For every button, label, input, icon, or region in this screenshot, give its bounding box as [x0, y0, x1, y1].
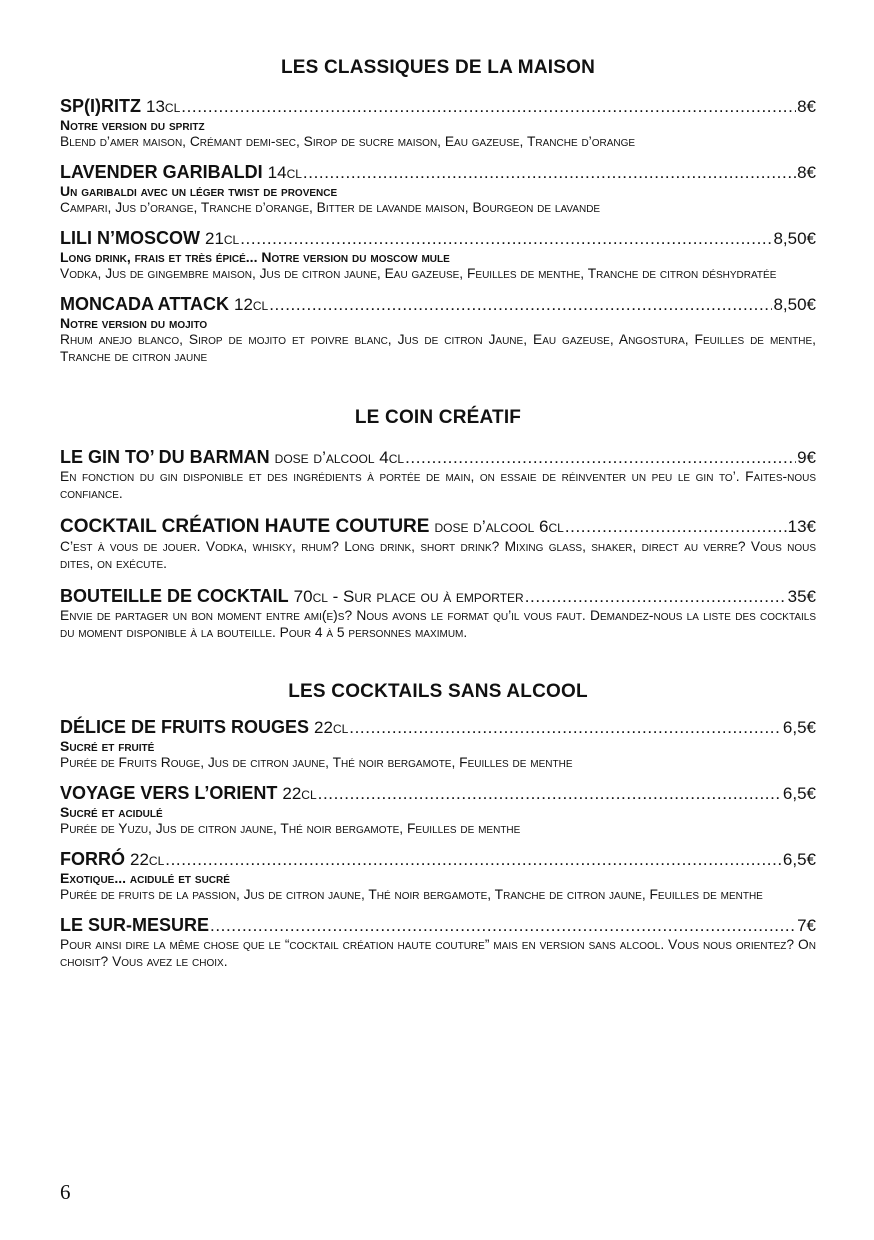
item-price: 8,50€: [773, 229, 816, 248]
item-description: Purée de fruits de la passion, Jus de citron jaune, Thé noir bergamote, Tranche de citron jaune, Feuilles de menthe: [60, 887, 763, 902]
item-tagline: Notre version du mojito: [60, 315, 208, 331]
item-size: 22cl: [314, 718, 349, 737]
item-name: SP(I)RITZ: [60, 96, 141, 116]
item-name: LILI N’MOSCOW: [60, 228, 200, 248]
dot-leader: [318, 784, 782, 804]
item-header: [60, 586, 816, 607]
item-name: MONCADA ATTACK: [60, 294, 229, 314]
item-tagline: Sucré et acidulé: [60, 804, 163, 820]
item-size: dose d’alcool 4cl: [274, 448, 405, 467]
item-size: 13cl: [146, 97, 181, 116]
item-description: En fonction du gin disponible et des ingrédients à portée de main, on essaie de réinventer un peu le gin to’. Faites-nous confiance.: [60, 469, 816, 501]
item-header: [60, 162, 816, 183]
item-price: 8€: [797, 97, 816, 116]
item-name: LE GIN TO’ DU BARMAN: [60, 447, 270, 467]
item-name: VOYAGE VERS L’ORIENT: [60, 783, 278, 803]
dot-leader: [405, 448, 796, 468]
item-name: BOUTEILLE DE COCKTAIL: [60, 586, 289, 606]
item-tagline: Sucré et fruité: [60, 738, 155, 754]
dot-leader: [165, 850, 782, 870]
item-header: [60, 516, 816, 538]
item-size: 22cl: [130, 850, 165, 869]
item-price: 9€: [797, 448, 816, 467]
item-description: Purée de Yuzu, Jus de citron jaune, Thé noir bergamote, Feuilles de menthe: [60, 821, 521, 836]
item-size: 21cl: [204, 229, 240, 248]
section-title-sans-alcool: LES COCKTAILS SANS ALCOOL: [288, 681, 588, 702]
dot-leader: [349, 718, 782, 738]
dot-leader: [240, 229, 772, 249]
menu-item-le-sur-mesure: [60, 915, 816, 970]
item-header: [60, 717, 816, 738]
menu-item-moncada-attack: [60, 294, 816, 365]
item-price: 6,5€: [782, 850, 816, 869]
item-header: [60, 228, 816, 249]
dot-leader: [210, 916, 796, 936]
item-tagline: Exotique... acidulé et sucré: [60, 870, 230, 886]
menu-page: [60, 0, 816, 970]
menu-item-bouteille-de-cocktail: [60, 586, 816, 641]
item-description: Pour ainsi dire la même chose que le “cocktail création haute couture” mais en version sans alcool. Vous nous orientez? On choisit? Vous avez le choix.: [60, 937, 816, 969]
item-header: [60, 96, 816, 117]
item-description: Envie de partager un bon moment entre ami(e)s? Nous avons le format qu’il vous faut. Demandez-nous la liste des cocktails du moment disponible à la bouteille. Pour 4 à 5 personnes maximum.: [60, 608, 816, 640]
item-name: FORRÓ: [60, 849, 125, 869]
item-size: 22cl: [282, 784, 317, 803]
item-description: Rhum anejo blanco, Sirop de mojito et poivre blanc, Jus de citron Jaune, Eau gazeuse, Angostura, Feuilles de menthe, Tranche de citron jaune: [60, 332, 816, 364]
item-header: [60, 915, 816, 936]
item-description: Blend d’amer maison, Crémant demi-sec, Sirop de sucre maison, Eau gazeuse, Tranche d’orange: [60, 134, 636, 149]
dot-leader: [269, 295, 772, 315]
dot-leader: [303, 163, 796, 183]
section-title-classiques: LES CLASSIQUES DE LA MAISON: [280, 57, 595, 78]
menu-item-forro: [60, 849, 816, 903]
item-price: 35€: [787, 587, 816, 606]
item-price: 8€: [797, 163, 816, 182]
item-header: [60, 447, 816, 468]
page-number: 6: [60, 1180, 71, 1204]
menu-item-voyage-vers-lorient: [60, 783, 816, 837]
item-price: 13€: [787, 517, 816, 536]
dot-leader: [565, 517, 787, 537]
item-tagline: Notre version du spritz: [60, 117, 205, 133]
item-header: [60, 849, 816, 870]
menu-item-creation-haute-couture: [60, 516, 816, 572]
section-title-coin-creatif: LE COIN CRÉATIF: [354, 407, 522, 428]
menu-item-lili-nmoscow: [60, 228, 816, 282]
item-size: 14cl: [267, 163, 302, 182]
item-name: LE SUR-MESURE: [60, 915, 210, 935]
dot-leader: [181, 97, 796, 117]
menu-item-delice-fruits-rouges: [60, 717, 816, 771]
item-name: COCKTAIL CRÉATION HAUTE COUTURE: [60, 516, 430, 537]
item-description: C’est à vous de jouer. Vodka, whisky, rhum? Long drink, short drink? Mixing glass, shaker, direct au verre? Vous nous dites, on exécute.: [60, 539, 816, 571]
item-price: 6,5€: [782, 718, 816, 737]
menu-item-lavender-garibaldi: [60, 162, 816, 216]
item-name: DÉLICE DE FRUITS ROUGES: [60, 717, 310, 737]
item-tagline: Long drink, frais et très épicé... Notre version du moscow mule: [60, 249, 450, 265]
dot-leader: [525, 587, 787, 607]
item-description: Campari, Jus d’orange, Tranche d’orange, Bitter de lavande maison, Bourgeon de lavande: [60, 200, 601, 215]
menu-item-spiritz: [60, 96, 816, 150]
item-size: 12cl: [233, 295, 269, 314]
item-header: [60, 294, 816, 315]
item-size: dose d’alcool 6cl: [434, 517, 564, 536]
menu-item-gin-to-du-barman: [60, 447, 816, 502]
item-price: 7€: [797, 916, 816, 935]
item-price: 8,50€: [773, 295, 816, 314]
item-header: [60, 783, 816, 804]
item-size: 70cl - Sur place ou à emporter: [293, 587, 524, 606]
item-name: LAVENDER GARIBALDI: [60, 162, 263, 182]
item-description: Purée de Fruits Rouge, Jus de citron jaune, Thé noir bergamote, Feuilles de menthe: [60, 755, 573, 770]
item-tagline: Un garibaldi avec un léger twist de provence: [60, 183, 338, 199]
item-price: 6,5€: [782, 784, 816, 803]
item-description: Vodka, Jus de gingembre maison, Jus de citron jaune, Eau gazeuse, Feuilles de menthe, Tranche de citron déshydratée: [60, 266, 777, 281]
